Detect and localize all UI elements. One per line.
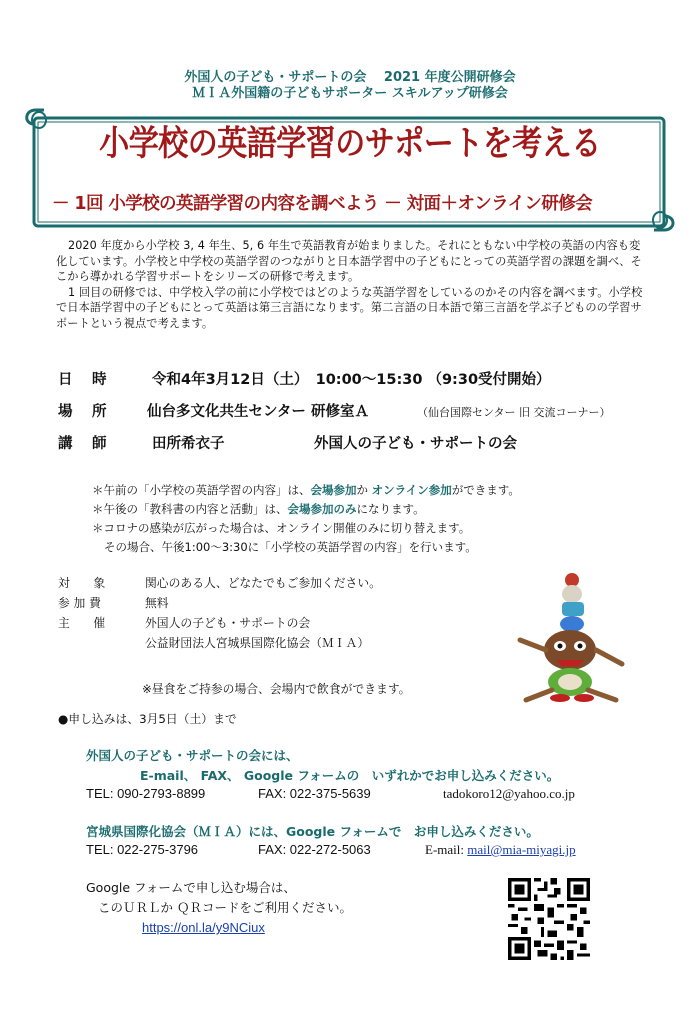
host-label: 主 催 <box>58 616 106 630</box>
date-value: 令和4年3月12日（土） 10:00～15:30 （9:30受付開始） <box>152 372 551 388</box>
place-label: 場 所 <box>58 404 107 420</box>
intro-paragraph-2: 1 回目の研修では、中学校入学の前に小学校ではどのような英語学習をしているのかその内容を調べます。小学校で日本語学習中の子どもにとって英語は第三言語になります。第二言語の日本語で第三言語を学ぶ子どものの学習サポートという視点で考えます。 <box>56 285 643 330</box>
org2-email-link[interactable]: mail@mia-miyagi.jp <box>467 842 576 857</box>
google-line-2: このＵＲＬか ＱＲコードをご利用ください。 <box>98 900 352 915</box>
lecturer-label: 講 師 <box>58 436 107 452</box>
registration-url-link[interactable]: https://onl.la/y9NCiux <box>142 920 265 935</box>
deadline: ●申し込みは、3月5日（土）まで <box>58 712 237 726</box>
note-afternoon-end: になります。 <box>356 502 425 516</box>
target-value: 関心のある人、どなたでもご参加ください。 <box>145 576 381 590</box>
note-or-text: か <box>356 483 372 497</box>
lecturer-name: 田所希衣子 <box>152 436 225 452</box>
host-value-1: 外国人の子ども・サポートの会 <box>145 616 311 630</box>
org2-tel: TEL: 022-275-3796 <box>86 842 199 857</box>
lecturer-org: 外国人の子ども・サポートの会 <box>314 436 517 452</box>
host-value-2: 公益財団法人宮城県国際化協会（ＭＩＡ） <box>145 636 370 650</box>
org2-email-row <box>425 842 576 858</box>
note-covid-alt: その場合、午後1:00～3:30に「小学校の英語学習の内容」を行います。 <box>104 540 477 554</box>
note-online-option: オンライン参加 <box>371 483 452 497</box>
org1-tel: TEL: 090-2793-8899 <box>86 786 206 801</box>
fee-value: 無料 <box>145 596 169 610</box>
google-line-1: Google フォームで申し込む場合は、 <box>86 880 296 895</box>
note-venue-option: 会場参加 <box>310 483 357 497</box>
intro-text <box>56 238 644 332</box>
note-venue-only: 会場参加のみ <box>287 502 357 516</box>
mascot-illustration <box>512 568 630 704</box>
fee-label: 参 加 費 <box>58 596 101 610</box>
note-morning-end: ができます。 <box>451 483 520 497</box>
org1-line-1: 外国人の子ども・サポートの会には、 <box>86 748 299 763</box>
note-covid: ＊コロナの感染が広がった場合は、オンライン開催のみに切り替えます。 <box>92 521 471 535</box>
banner-title: 小学校の英語学習のサポートを考える <box>99 123 601 165</box>
lunch-note: ※昼食をご持参の場合、会場内で飲食ができます。 <box>142 682 411 696</box>
date-label: 日 時 <box>58 372 107 388</box>
banner-subtitle: － 1回 小学校の英語学習の内容を調べよう － 対面＋オンライン研修会 <box>52 194 593 214</box>
org2-line-1: 宮城県国際化協会（ＭＩＡ）には、Google フォームで お申し込みください。 <box>86 824 539 839</box>
org1-fax: FAX: 022-375-5639 <box>258 786 371 801</box>
org1-line-2: E-mail、 FAX、 Google フォームの いずれかでお申し込みください。 <box>140 768 560 783</box>
intro-paragraph-1: 2020 年度から小学校 3, 4 年生、5, 6 年生で英語教育が始まりました。それにともない中学校の英語の内容も変化しています。小学校と中学校の英語学習のつながりと日本語学習中の子どもにとっての英語学習の課題を調べ、そこから導かれる学習サポートをシリーズの研修で考えます。 <box>56 239 642 284</box>
header-line-2: ＭＩＡ外国籍の子どもサポーター スキルアップ研修会 <box>192 86 508 101</box>
target-label: 対 象 <box>58 576 106 590</box>
note-morning <box>92 480 520 500</box>
note-afternoon <box>92 499 425 519</box>
org1-email: tadokoro12@yahoo.co.jp <box>443 786 575 801</box>
qr-code[interactable] <box>508 878 590 960</box>
note-afternoon-text: ＊午後の「教科書の内容と活動」は、 <box>92 502 288 516</box>
header-line-1: 外国人の子ども・サポートの会 2021 年度公開研修会 <box>184 70 516 85</box>
note-morning-text: ＊午前の「小学校の英語学習の内容」は、 <box>92 483 311 497</box>
org2-email-label: E-mail: <box>425 842 468 857</box>
place-value: 仙台多文化共生センター 研修室Ａ <box>147 404 369 420</box>
place-note: （仙台国際センター 旧 交流コーナー） <box>417 406 611 419</box>
org2-fax: FAX: 022-272-5063 <box>258 842 371 857</box>
